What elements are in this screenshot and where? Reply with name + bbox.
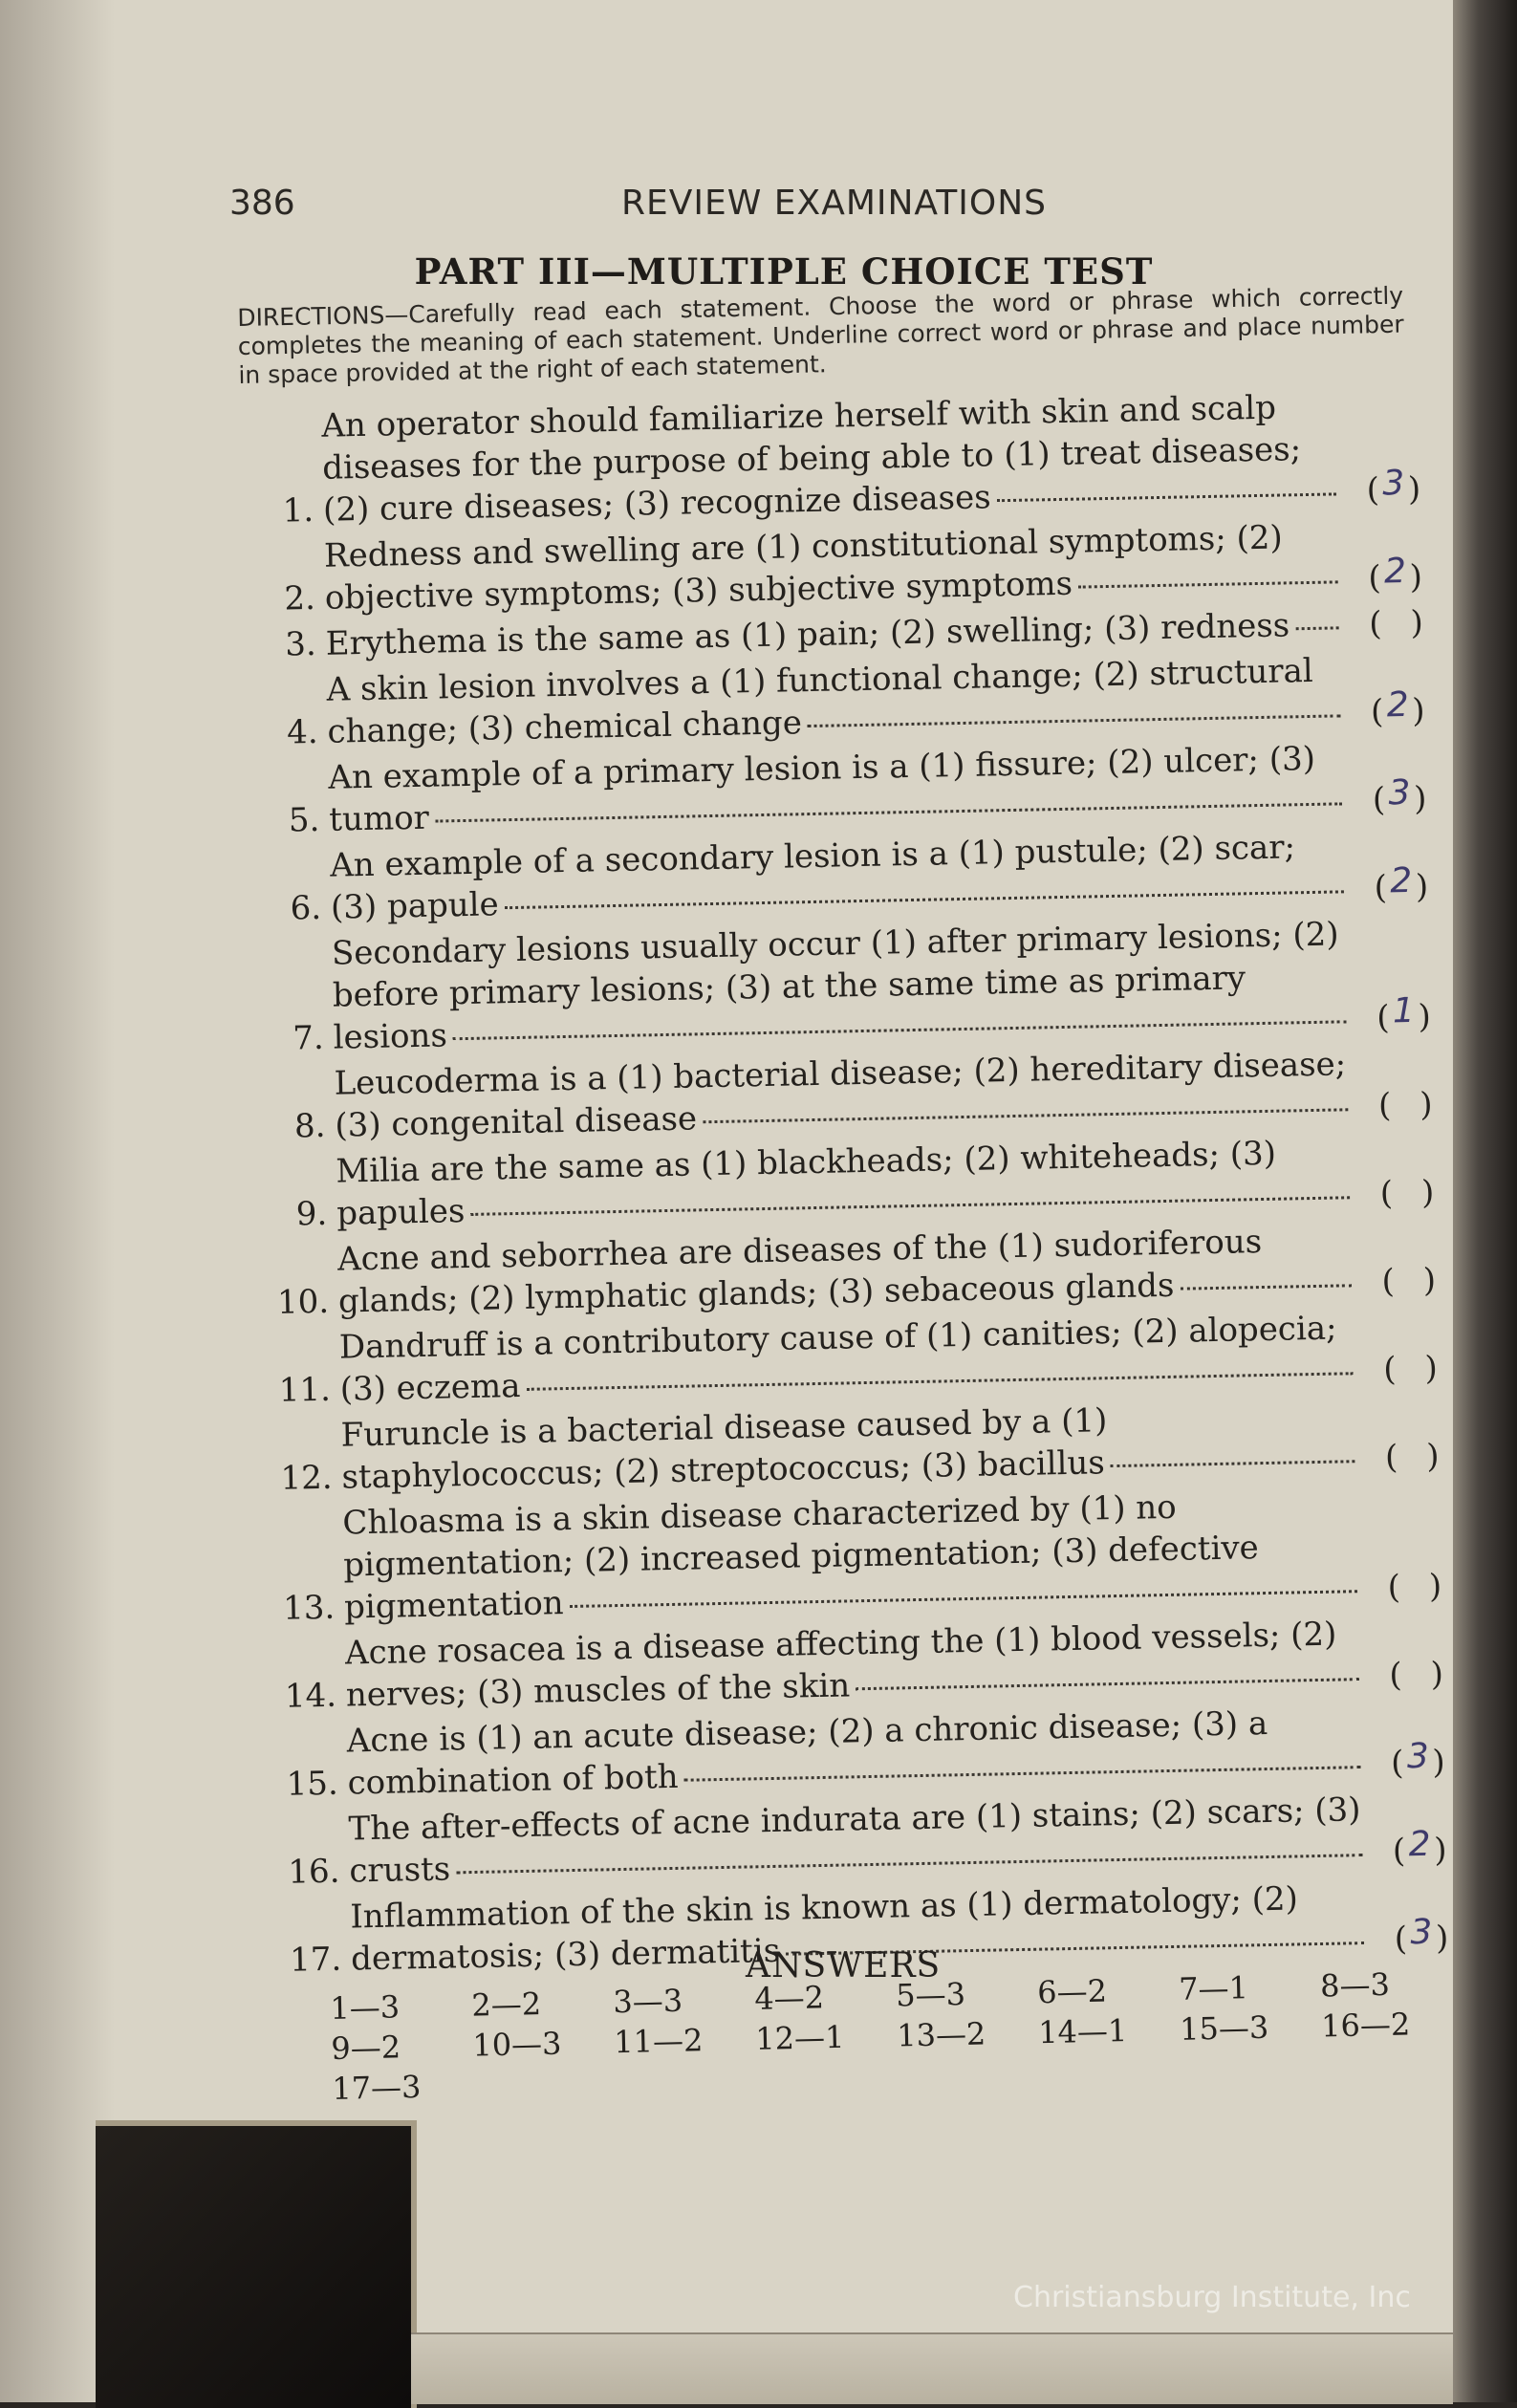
paren-close: ) [1407, 469, 1421, 509]
question-number: 6. [290, 888, 322, 928]
paren-open: ( [1390, 1744, 1404, 1783]
handwritten-answer: 2 [1408, 1824, 1431, 1865]
answer-blank[interactable] [1355, 772, 1444, 821]
question-text-content: The after-effects of acne indurata are (1) stains; (2) scars; (3) crusts [348, 1790, 1361, 1891]
leader-dots [453, 1020, 1347, 1040]
question-text-content: An operator should familiarize herself with skin and scalp diseases for the purpose of being able to (1) treat diseases; (2) cure diseases; (3) recognize diseases [321, 388, 1302, 530]
question-text-content: Milia are the same as (1) blackheads; (2) whiteheads; (3) papules [336, 1134, 1277, 1233]
paren-open: ( [1370, 692, 1384, 731]
paren-close: ) [1430, 1655, 1444, 1694]
question-text-content: Acne rosacea is a disease affecting the (1) blood vessels; (2) nerves; (3) muscles of the skin [344, 1615, 1337, 1715]
answer-blank[interactable] [1376, 1824, 1464, 1873]
question-number: 1. [282, 490, 314, 531]
paren-close: ) [1420, 1173, 1435, 1212]
handwritten-answer: 3 [1381, 464, 1405, 504]
leader-dots [570, 1590, 1357, 1608]
answer-key-item: 6—2 [1036, 1972, 1108, 2011]
paren-close: ) [1419, 1085, 1433, 1124]
handwritten-answer: 2 [1389, 860, 1413, 901]
handwritten-answer [1400, 1592, 1429, 1593]
paren-close: ) [1422, 1261, 1437, 1300]
answer-blank[interactable] [1356, 860, 1445, 909]
answer-blank[interactable] [1372, 1653, 1461, 1697]
question-text [336, 1131, 1363, 1235]
answer-blank[interactable] [1368, 1435, 1457, 1479]
watermark: Christiansburg Institute, Inc [1013, 2281, 1411, 2314]
question-number: 5. [288, 800, 320, 840]
question-text [328, 737, 1355, 841]
directions: DIRECTIONS—Carefully read each statement. Choose the word or phrase which correctly completes the meaning of each statement. Underline correct word or phrase and place number in space provided at the right of each statement. [237, 281, 1404, 389]
question-item [271, 911, 1448, 1060]
question-text-content: Inflammation of the skin is known as (1) dermatology; (2) dermatosis; (3) dermatitis [349, 1879, 1299, 1979]
answer-key-item: 4—2 [753, 1979, 825, 2017]
handwritten-answer [1397, 1374, 1425, 1375]
question-text-content: Leucoderma is a (1) bacterial disease; (2) hereditary disease; (3) congenital disease [334, 1045, 1347, 1145]
question-text-content: Dandruff is a contributory cause of (1) canities; (2) alopecia; (3) eczema [338, 1309, 1337, 1409]
answer-key-item: 1—3 [330, 1988, 401, 2027]
answer-blank[interactable] [1354, 684, 1442, 733]
paren-close: ) [1411, 691, 1425, 730]
paren-close: ) [1432, 1743, 1446, 1782]
leader-dots [1078, 580, 1338, 588]
answer-key-item: 2—2 [470, 1985, 542, 2024]
question-number: 16. [288, 1852, 340, 1892]
answer-key [330, 1964, 1460, 2107]
paren-close: ) [1415, 867, 1429, 906]
spine-shadow [0, 0, 115, 2402]
handwritten-answer: 2 [1383, 552, 1407, 592]
leader-dots [1180, 1284, 1351, 1290]
part-title: PART III—MULTIPLE CHOICE TEST [414, 250, 1154, 293]
leader-dots [856, 1678, 1359, 1690]
answer-blank[interactable] [1364, 1259, 1453, 1303]
answer-key-item: 11—2 [613, 2022, 704, 2061]
leader-dots [1295, 626, 1339, 630]
question-text [324, 515, 1352, 619]
question-text-content: A skin lesion involves a (1) functional change; (2) structural change; (3) chemical change [326, 651, 1314, 751]
paren-open: ( [1389, 1656, 1403, 1695]
question-item [260, 383, 1438, 532]
answer-key-item: 12—1 [754, 2018, 845, 2057]
question-text [345, 1613, 1373, 1717]
paren-open: ( [1368, 558, 1382, 597]
paren-close: ) [1433, 1831, 1447, 1870]
book-corner [96, 2120, 417, 2408]
leader-dots [470, 1196, 1350, 1216]
handwritten-answer [1393, 1198, 1421, 1199]
question-text [321, 385, 1350, 531]
paren-open: ( [1372, 780, 1386, 819]
question-number: 3. [284, 624, 317, 664]
paren-close: ) [1424, 1349, 1439, 1388]
answer-blank[interactable] [1366, 1347, 1455, 1391]
paren-close: ) [1425, 1437, 1440, 1476]
handwritten-answer: 1 [1392, 990, 1416, 1031]
answer-blank[interactable] [1352, 601, 1441, 645]
leader-dots [808, 714, 1340, 727]
question-text [330, 825, 1357, 929]
handwritten-answer: 3 [1406, 1736, 1430, 1777]
answer-blank[interactable] [1359, 990, 1448, 1039]
leader-dots [703, 1108, 1348, 1123]
question-text [326, 649, 1354, 753]
paren-close: ) [1428, 1567, 1442, 1606]
paren-open: ( [1379, 1174, 1394, 1213]
answer-blank[interactable] [1371, 1565, 1460, 1609]
question-text-content: Redness and swelling are (1) constitutional symptoms; (2) objective symptoms; (3) subjective symptoms [323, 518, 1284, 618]
leader-dots [505, 890, 1344, 909]
paren-close: ) [1409, 557, 1423, 597]
question-number: 9. [295, 1194, 328, 1234]
question-text-content: Acne is (1) an acute disease; (2) a chronic disease; (3) a combination of both [346, 1704, 1268, 1803]
question-list [260, 383, 1465, 1985]
answer-key-item: 14—1 [1037, 2012, 1128, 2051]
question-text-content: Erythema is the same as (1) pain; (2) swelling; (3) redness [325, 606, 1290, 663]
question-text [338, 1307, 1366, 1411]
question-number: 12. [280, 1458, 333, 1498]
question-number: 14. [284, 1676, 337, 1716]
handwritten-answer: 3 [1388, 772, 1411, 814]
question-text-content: Chloasma is a skin disease characterized by (1) no pigmentation; (2) increased pigmentation; (3) defective pigmentation [342, 1487, 1260, 1627]
running-head: REVIEW EXAMINATIONS [621, 184, 1047, 223]
question-number: 8. [293, 1106, 326, 1146]
answer-key-item: 5—3 [895, 1975, 966, 2014]
handwritten-answer [1398, 1462, 1426, 1463]
paren-close: ) [1418, 997, 1432, 1036]
paren-open: ( [1384, 1438, 1398, 1477]
leader-dots [1111, 1460, 1355, 1467]
question-text [346, 1701, 1374, 1805]
question-number: 13. [282, 1588, 336, 1628]
leader-dots [684, 1766, 1361, 1782]
leader-dots [526, 1372, 1353, 1391]
page-edge [1453, 0, 1517, 2402]
paren-open: ( [1394, 1920, 1408, 1959]
answer-key-item: 17—3 [331, 2068, 422, 2107]
paren-close: ) [1413, 779, 1427, 818]
paren-open: ( [1387, 1568, 1401, 1607]
answer-blank[interactable] [1374, 1736, 1463, 1785]
leader-dots [435, 802, 1342, 822]
answer-blank[interactable] [1363, 1171, 1452, 1215]
answer-blank[interactable] [1361, 1083, 1450, 1127]
answer-key-item: 7—1 [1178, 1969, 1249, 2007]
leader-dots [997, 492, 1336, 502]
question-text-content: An example of a secondary lesion is a (1) pustule; (2) scar; (3) papule [329, 828, 1296, 927]
answer-key-item: 3—3 [612, 1982, 683, 2021]
question-number: 10. [276, 1282, 330, 1322]
question-number: 15. [286, 1764, 339, 1804]
question-item [281, 1481, 1459, 1630]
paren-open: ( [1381, 1262, 1396, 1301]
answer-key-item: 13—2 [896, 2015, 986, 2054]
answer-blank[interactable] [1349, 464, 1438, 511]
paren-close: ) [1410, 603, 1424, 642]
question-text [332, 913, 1360, 1059]
handwritten-answer: 3 [1410, 1912, 1433, 1953]
answer-blank[interactable] [1351, 552, 1440, 599]
paren-open: ( [1382, 1350, 1397, 1389]
question-number: 11. [278, 1370, 332, 1410]
page-number: 386 [229, 184, 295, 223]
answer-key-item: 10—3 [471, 2025, 562, 2064]
question-text [337, 1219, 1365, 1323]
question-text-content: Secondary lesions usually occur (1) after primary lesions; (2) before primary lesions; (3) at the same time as primary lesions [331, 915, 1339, 1057]
question-number: 2. [284, 578, 316, 618]
paren-open: ( [1368, 604, 1382, 643]
answer-key-item: 15—3 [1179, 2008, 1269, 2048]
question-number: 17. [289, 1940, 342, 1980]
paren-open: ( [1392, 1832, 1406, 1871]
question-text-content: An example of a primary lesion is a (1) fissure; (2) ulcer; (3) tumor [328, 739, 1316, 839]
paren-open: ( [1376, 998, 1390, 1037]
question-text-content: Furuncle is a bacterial disease caused by a (1) staphylococcus; (2) streptococcus; (3) bacillus [340, 1401, 1108, 1497]
handwritten-answer [1382, 628, 1411, 629]
handwritten-answer: 2 [1386, 684, 1410, 726]
question-text [348, 1789, 1376, 1893]
question-number: 7. [292, 1018, 325, 1058]
handwritten-answer [1402, 1680, 1431, 1681]
handwritten-answer [1395, 1286, 1423, 1287]
question-text [342, 1483, 1371, 1629]
answer-key-item: 9—2 [330, 2028, 401, 2067]
paren-open: ( [1366, 470, 1380, 510]
answers-title: ANSWERS [746, 1946, 942, 1985]
answer-key-item: 8—3 [1319, 1965, 1391, 2005]
paren-open: ( [1377, 1086, 1392, 1125]
question-text-content: Acne and seborrhea are diseases of the (1) sudoriferous glands; (2) lymphatic glands; (3) sebaceous glands [336, 1223, 1263, 1321]
question-text [340, 1395, 1368, 1499]
leader-dots [456, 1854, 1362, 1874]
handwritten-answer [1391, 1110, 1419, 1111]
book-edge [411, 2332, 1453, 2404]
question-number: 4. [286, 712, 318, 752]
paren-close: ) [1435, 1919, 1449, 1958]
answer-key-item: 16—2 [1320, 2006, 1411, 2045]
paren-open: ( [1374, 868, 1388, 907]
question-text [334, 1043, 1361, 1147]
page-header [229, 184, 1405, 231]
